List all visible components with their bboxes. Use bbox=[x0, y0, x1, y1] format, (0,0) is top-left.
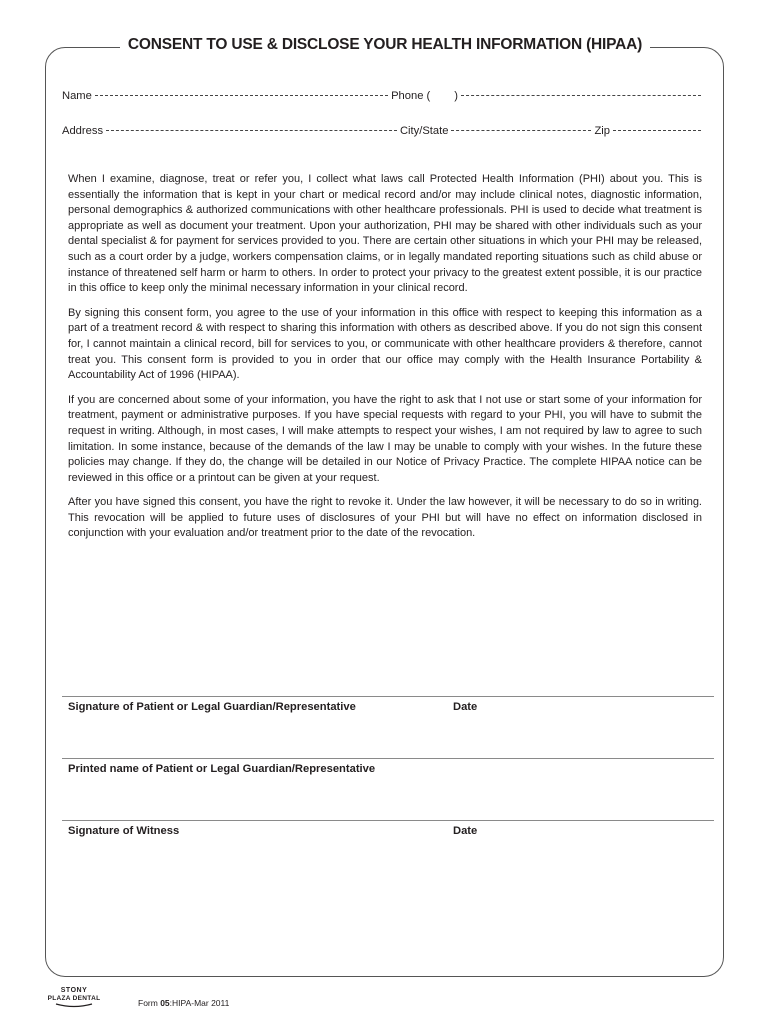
date-label-2: Date bbox=[453, 825, 478, 837]
phone-label: Phone ( bbox=[391, 90, 431, 102]
phone-close-paren: ) bbox=[454, 90, 458, 102]
logo-line-1: STONY bbox=[60, 987, 88, 994]
consent-body bbox=[68, 172, 702, 551]
address-row bbox=[62, 125, 704, 137]
logo-line-2: PLAZA DENTAL bbox=[47, 995, 101, 1002]
name-input-line[interactable] bbox=[95, 94, 388, 96]
page-title bbox=[0, 36, 770, 54]
paragraph-phi-definition: When I examine, diagnose, treat or refer you, I collect what laws call Protected Health Information (PHI) about you. This is essentially the information that is kept in your chart or medical record and/or may include clinical notes, diagnostic information, personal demographics & authorized communications with other healthcare professionals. PHI is used to decide what treatment is appropriate as well as document your treatment. Upon your authorization, PHI may be shared with other individuals such as your dental specialist & for payment for services provided to you. There are certain other situations in which your PHI may be released, such as a court order by a judge, workers compensation claims, or in legally mandated reporting situations such as child abuse or instance of threatened self harm or harm to others. In order to protect your privacy to the greatest extent possible, it is our practice in this office to keep only the minimal necessary information in your clinical record. bbox=[68, 173, 702, 295]
signature-line-witness[interactable] bbox=[62, 820, 714, 821]
practice-logo bbox=[42, 987, 106, 1008]
patient-signature-label: Signature of Patient or Legal Guardian/Representative bbox=[68, 701, 356, 713]
zip-input-line[interactable] bbox=[613, 129, 701, 131]
city-state-input-line[interactable] bbox=[451, 129, 591, 131]
page-title-text: CONSENT TO USE & DISCLOSE YOUR HEALTH INFORMATION (HIPAA) bbox=[120, 36, 650, 53]
form-code bbox=[138, 998, 229, 1008]
logo-smile-icon bbox=[54, 1003, 94, 1008]
name-phone-row bbox=[62, 90, 704, 102]
paragraph-consent-agreement: By signing this consent form, you agree to the use of your information in this office with respect to keeping this information as a part of a treatment record & with respect to sharing this information with others as described above. If you do not sign this consent for, I cannot maintain a clinical record, bill for services to you, or communicate with other healthcare providers & therefore, cannot treat you. This consent form is provided to you in order that our office may comply with the Health Insurance Portability & Accountability Act of 1996 (HIPAA). bbox=[68, 306, 702, 382]
city-state-label: City/State bbox=[399, 125, 449, 137]
witness-signature-label: Signature of Witness bbox=[68, 825, 180, 837]
paragraph-restrictions: If you are concerned about some of your information, you have the right to ask that I not use or start some of your information for treatment, payment or administrative purposes. If you have special requests with regard to your PHI, you will have to submit the request in writing. Although, in most cases, I will make attempts to respect your wishes, I am not required by law to agree to such limitation. In some instance, because of the demands of the law I may be unable to comply with your wishes. In the future these policies may change. If they do, the change will be detailed in our Notice of Privacy Practice. The complete HIPAA notice can be reviewed in this office or a printout can be given at your request. bbox=[68, 393, 702, 484]
printed-name-label: Printed name of Patient or Legal Guardian/Representative bbox=[68, 763, 376, 775]
paragraph-revocation: After you have signed this consent, you have the right to revoke it. Under the law however, it will be necessary to do so in writing. This revocation will be applied to future uses of disclosures of your PHI but will have no effect on information disclosed in conjunction with your evaluation and/or treatment prior to the date of the revocation. bbox=[68, 496, 702, 540]
form-number: 05 bbox=[160, 998, 170, 1008]
form-prefix: Form bbox=[138, 998, 161, 1008]
signature-line-patient[interactable] bbox=[62, 696, 714, 697]
address-label: Address bbox=[62, 125, 104, 137]
phone-input-line[interactable] bbox=[461, 94, 701, 96]
address-input-line[interactable] bbox=[106, 129, 397, 131]
zip-label: Zip bbox=[594, 125, 610, 137]
date-label-1: Date bbox=[453, 701, 478, 713]
name-label: Name bbox=[62, 90, 92, 102]
signature-line-printed-name[interactable] bbox=[62, 758, 714, 759]
form-suffix: :HIPA-Mar 2011 bbox=[169, 998, 230, 1008]
